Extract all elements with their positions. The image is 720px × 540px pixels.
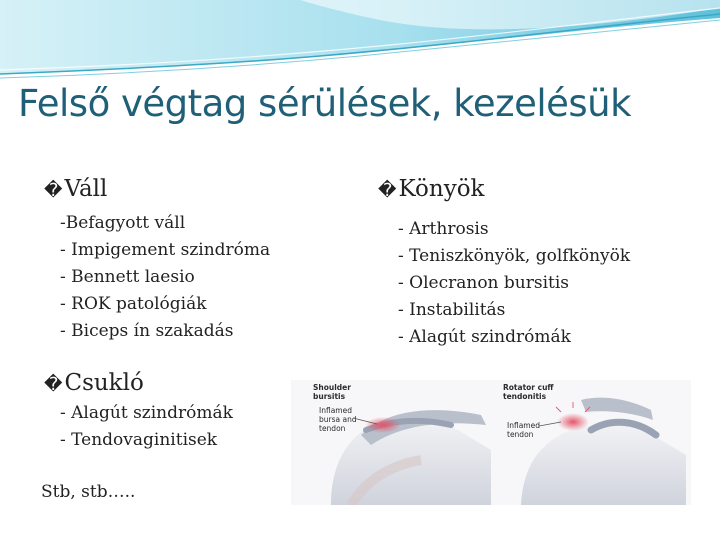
heading-text: Könyök <box>398 176 485 202</box>
list-item: - Tendovaginitisek <box>60 430 218 450</box>
list-item: - Alagút szindrómák <box>398 327 571 347</box>
list-item: - Bennett laesio <box>60 267 195 287</box>
heading-text: Csukló <box>64 370 144 396</box>
section-konyok <box>378 176 630 351</box>
section-heading <box>378 176 630 202</box>
section-heading <box>44 370 233 396</box>
item-list <box>60 400 233 454</box>
left-note-line3: tendon <box>319 424 346 433</box>
left-title-line2: bursitis <box>313 392 346 401</box>
section-csuklo <box>44 370 233 454</box>
list-item: - Biceps ín szakadás <box>60 321 234 341</box>
slide-title: Felső végtag sérülések, kezelésük <box>18 82 632 125</box>
right-note-line1: Inflamed <box>507 421 540 430</box>
item-list <box>60 210 270 345</box>
left-note-line2: bursa and <box>319 415 357 424</box>
list-item: -Befagyott váll <box>60 213 186 233</box>
section-vall <box>44 176 270 345</box>
item-list <box>398 216 630 351</box>
shoulder-illustration <box>291 380 691 505</box>
section-heading <box>44 176 270 202</box>
list-item: - Teniszkönyök, golfkönyök <box>398 246 631 266</box>
list-item: - ROK patológiák <box>60 294 207 314</box>
list-item: - Arthrosis <box>398 219 489 239</box>
bullet-icon: � <box>44 374 63 395</box>
left-title-line1: Shoulder <box>313 383 351 392</box>
bullet-icon: � <box>378 180 397 201</box>
bullet-icon: � <box>44 180 63 201</box>
left-note-line1: Inflamed <box>319 406 352 415</box>
heading-text: Váll <box>64 176 108 202</box>
list-item: - Impigement szindróma <box>60 240 271 260</box>
right-title-line2: tendonitis <box>503 392 547 401</box>
list-item: - Alagút szindrómák <box>60 403 233 423</box>
right-note-line2: tendon <box>507 430 534 439</box>
header-banner <box>0 0 720 85</box>
list-item: - Olecranon bursitis <box>398 273 570 293</box>
list-item: - Instabilitás <box>398 300 506 320</box>
right-title-line1: Rotator cuff <box>503 383 554 392</box>
closing-text: Stb, stb….. <box>41 482 136 502</box>
